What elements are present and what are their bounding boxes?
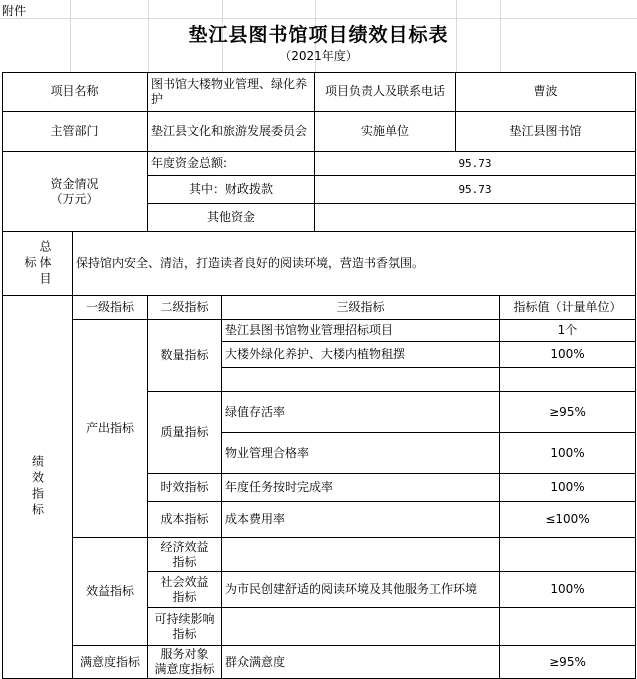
page-title: 垫江县图书馆项目绩效目标表 [188, 24, 449, 46]
time-label: 时效指标 [148, 474, 222, 502]
gridline [0, 18, 637, 19]
service-label-line2: 满意度指标 [154, 662, 215, 676]
t1-text: 年度任务按时完成率 [222, 474, 500, 502]
service-label-line1: 服务对象 [160, 647, 209, 661]
econ-label [148, 538, 222, 572]
dept-value: 垫江县文化和旅游发展委员会 [148, 112, 315, 152]
quality-label: 质量指标 [148, 392, 222, 474]
q1-value: 1个 [500, 320, 636, 342]
t1-value: 100% [500, 474, 636, 502]
s1-value: 100% [500, 572, 636, 608]
dept-label: 主管部门 [2, 112, 148, 152]
q3-value-empty [500, 368, 636, 392]
impl-label: 实施单位 [315, 112, 456, 152]
benefit-label: 效益指标 [73, 538, 148, 646]
sat1-text: 群众满意度 [222, 646, 500, 679]
fiscal-label: 其中：财政拨款 [148, 176, 315, 204]
social-label-line1: 社会效益 [160, 574, 209, 589]
header-l3: 三级指标 [222, 296, 500, 320]
q1-text: 垫江县图书馆物业管理招标项目 [222, 320, 500, 342]
sustain-label [148, 608, 222, 646]
econ-label-line1: 经济效益 [160, 539, 209, 554]
satisfaction-label: 满意度指标 [73, 646, 148, 679]
cost-label: 成本指标 [148, 502, 222, 538]
sat1-value: ≥95% [500, 646, 636, 679]
service-label [148, 646, 222, 679]
econ-label-line2: 指标 [172, 554, 197, 569]
social-label [148, 572, 222, 608]
project-name-label: 项目名称 [2, 72, 148, 112]
header-l2: 二级指标 [148, 296, 222, 320]
output-label: 产出指标 [73, 320, 148, 538]
ql2-value: 100% [500, 433, 636, 474]
impl-value: 垫江县图书馆 [456, 112, 636, 152]
q3-text-empty [222, 368, 500, 392]
header-value: 指标值（计量单位） [500, 296, 636, 320]
econ-text-empty [222, 538, 500, 572]
fiscal-value: 95.73 [315, 176, 636, 204]
other-funds-label: 其他资金 [148, 204, 315, 232]
responsible-value: 曹波 [456, 72, 636, 112]
ql2-text: 物业管理合格率 [222, 433, 500, 474]
sustain-value-empty [500, 608, 636, 646]
perf-label [2, 296, 73, 679]
ql1-value: ≥95% [500, 392, 636, 433]
goal-label [2, 232, 73, 296]
annual-total-value: 95.73 [315, 152, 636, 176]
attachment-label: 附件 [2, 4, 27, 18]
q2-text: 大楼外绿化养护、大楼内植物租摆 [222, 342, 500, 368]
annual-total-label: 年度资金总额: [148, 152, 315, 176]
funds-label-line1: 资金情况 [50, 176, 99, 191]
c1-text: 成本费用率 [222, 502, 500, 538]
q2-value: 100% [500, 342, 636, 368]
quantity-label: 数量指标 [148, 320, 222, 392]
goal-text: 保持馆内安全、清洁，打造读者良好的阅读环境，营造书香氛围。 [73, 232, 636, 296]
sustain-text-empty [222, 608, 500, 646]
ql1-text: 绿值存活率 [222, 392, 500, 433]
perf-label-text: 绩效指标 [30, 455, 45, 519]
s1-text: 为市民创建舒适的阅读环境及其他服务工作环境 [222, 572, 500, 608]
project-name-value: 图书馆大楼物业管理、绿化养护 [148, 72, 315, 112]
sustain-label-line2: 指标 [172, 626, 197, 641]
c1-value: ≤100% [500, 502, 636, 538]
econ-value-empty [500, 538, 636, 572]
other-funds-value [315, 204, 636, 232]
goal-label-text: 总体目标 [23, 239, 52, 288]
social-label-line2: 指标 [172, 589, 197, 604]
sustain-label-line1: 可持续影响 [154, 611, 215, 626]
funds-label-line2: （万元） [50, 191, 99, 206]
funds-label [2, 152, 148, 232]
page-subtitle: （2021年度） [279, 49, 358, 63]
header-l1: 一级指标 [73, 296, 148, 320]
responsible-label: 项目负责人及联系电话 [315, 72, 456, 112]
